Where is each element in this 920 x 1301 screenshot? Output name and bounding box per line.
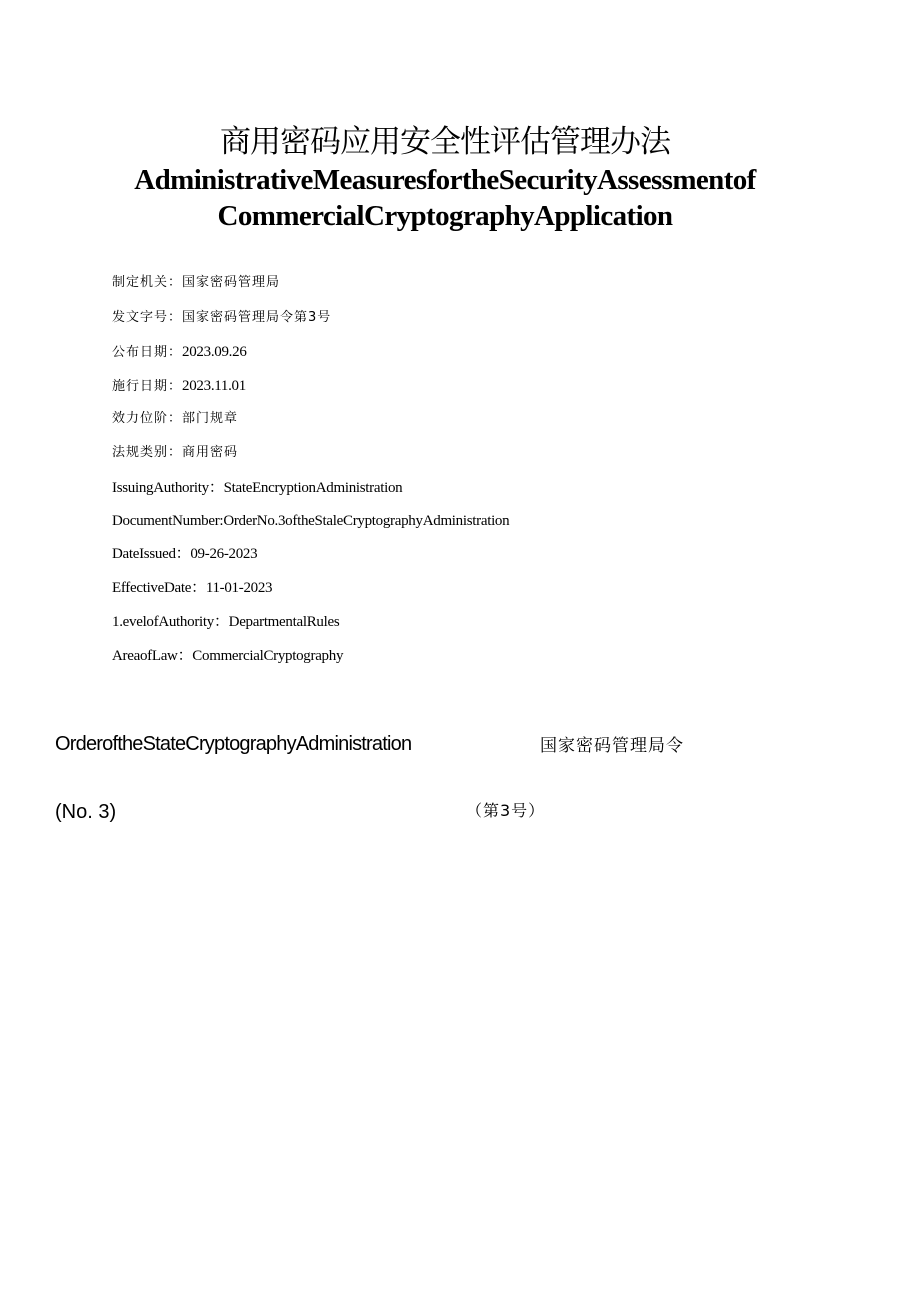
meta-effective-date-cn [112,376,812,397]
document-title-en-line2: CommercialCryptographyApplication [217,200,673,232]
document-title-cn: 商用密码应用安全性评估管理办法 [220,124,670,160]
document-title-en-line1: AdministrativeMeasuresfortheSecurityAssessmentof [134,164,756,196]
meta-area-of-law-en [112,646,812,667]
meta-label: IssuingAuthority： [112,480,224,496]
meta-area-of-law-cn [112,443,812,463]
meta-value: 2023.09.26 [182,344,247,360]
meta-issuing-authority-en [112,478,812,499]
meta-label: DocumentNumber: [112,513,224,529]
meta-label: 发文字号： [112,310,183,325]
meta-value: CommercialCryptography [192,648,344,664]
meta-value: 国家密码管理局 [182,275,281,290]
meta-value: 2023.11.01 [182,378,246,394]
meta-label: EffectiveDate： [112,580,206,596]
meta-value: OrderNo.3oftheStaleCryptographyAdministration [223,513,510,529]
meta-level-of-authority-cn [112,409,812,429]
meta-label: AreaofLaw： [112,648,193,664]
meta-document-number-en [112,511,812,532]
meta-value: 部门规章 [182,411,239,426]
meta-level-of-authority-en [112,612,812,633]
meta-label: 施行日期： [112,379,183,394]
order-number-cn: （第3号） [466,801,546,820]
meta-value: StateEncryptionAdministration [223,480,403,496]
meta-value: DepartmentalRules [228,614,340,630]
meta-label: 制定机关： [112,275,183,290]
meta-date-issued-cn [112,342,812,363]
meta-value: 09-26-2023 [190,546,258,562]
meta-label: 法规类别： [112,445,183,460]
meta-effective-date-en [112,578,812,599]
meta-value: 商用密码 [182,445,239,460]
meta-value: 国家密码管理局令第3号 [182,310,332,325]
meta-label: 1.evelofAuthority： [112,614,229,630]
meta-label: 公布日期： [112,345,183,360]
meta-issuing-authority-cn [112,273,812,293]
meta-label: DateIssued： [112,546,191,562]
order-title-en: OrderoftheStateCryptographyAdministration [55,733,412,755]
meta-value: 11-01-2023 [205,580,273,596]
meta-document-number-cn [112,308,812,328]
order-title-cn: 国家密码管理局令 [540,736,684,756]
meta-date-issued-en [112,544,812,565]
order-number-en: (No. 3) [55,801,117,823]
meta-label: 效力位阶： [112,411,183,426]
